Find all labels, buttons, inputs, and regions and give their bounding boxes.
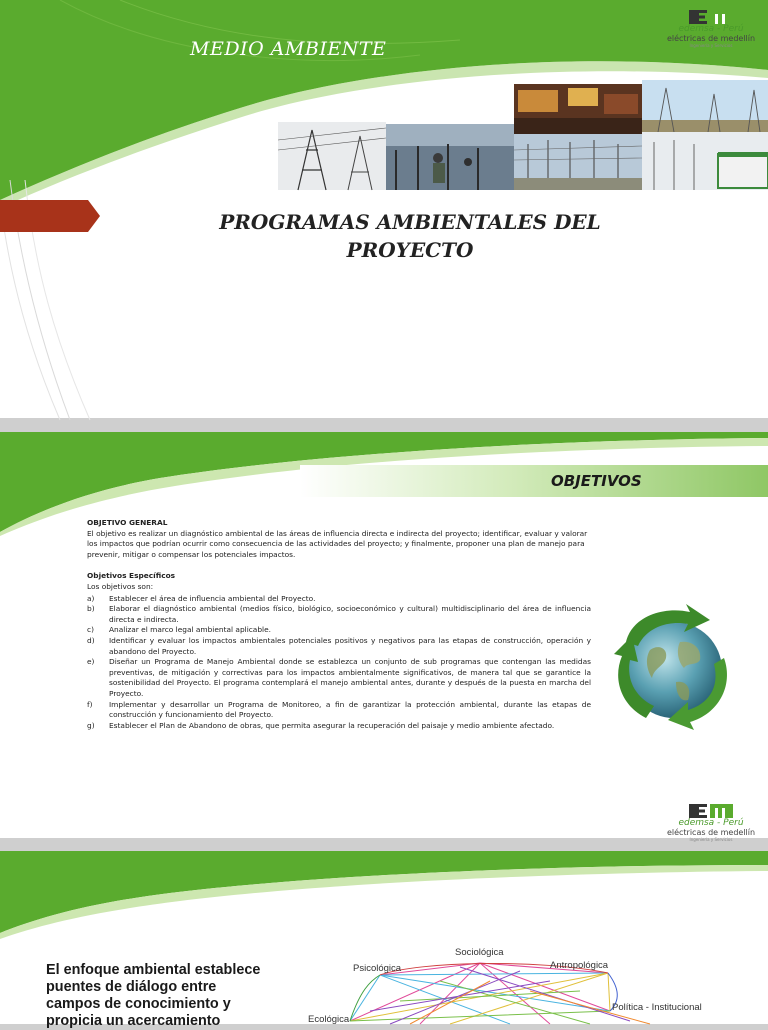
objetivos-body [87, 518, 591, 731]
transmission-tower-photo [278, 122, 386, 190]
enfoque-text: El enfoque ambiental establece puentes de diálogo entre campos de conocimiento y propicia un acercamiento [46, 962, 261, 1029]
knowledge-network-diagram [290, 941, 730, 1024]
logo-subname: eléctricas de medellín [666, 34, 756, 43]
logo-name: edemsa - Perú [678, 24, 744, 34]
specific-heading: Objetivos Específicos [87, 571, 176, 581]
recycling-globe-icon [606, 602, 742, 732]
logo-mark-icon [689, 10, 733, 24]
company-logo [664, 804, 758, 842]
slide-objetivos [0, 432, 768, 842]
list-item: c) Analizar el marco legal ambiental aplicable. [87, 625, 271, 635]
general-text: El objetivo es realizar un diagnóstico ambiental de las áreas de influencia directa e indirecta del proyecto; identificar, evaluar y valorar los impactos que podrían ocurrir como consecuencia de las actividades del proyecto; y finalmente, proponer una plan de manejo para prevenir, mitigar o compensar los potenciales impactos. [87, 528, 588, 559]
objetivos-title: OBJETIVOS [551, 472, 642, 490]
power-infrastructure-photo-collage [278, 80, 768, 190]
node-sociologica: Sociológica [455, 947, 504, 958]
list-item: d) Identificar y evaluar los impactos ambientales potenciales positivos y negativos para las etapas de construcción, operación y abandono del Proyecto. [87, 635, 591, 656]
logo-tagline: Ingeniería y Servicios [689, 43, 733, 48]
company-logo [664, 10, 758, 48]
objectives-list [87, 594, 591, 732]
node-politica-institucional: Política - Institucional [612, 1002, 702, 1013]
logo-mark-icon [689, 804, 733, 818]
green-swoosh-banner [0, 851, 768, 941]
specific-intro: Los objetivos son: [87, 581, 154, 591]
red-arrow-icon [0, 200, 102, 234]
workers-photo [386, 124, 514, 190]
node-ecologica: Ecológica [308, 1014, 350, 1025]
landscape-towers-photo [642, 80, 768, 132]
slide-medio-ambiente [0, 0, 768, 418]
slide-heading: PROGRAMAS AMBIENTALES DEL PROYECTO [219, 210, 601, 262]
logo-tagline: Ingeniería y Servicios [689, 837, 733, 842]
logo-name: edemsa - Perú [678, 818, 744, 828]
general-heading: OBJETIVO GENERAL [87, 518, 168, 527]
section-title: MEDIO AMBIENTE [190, 38, 387, 60]
list-item: g) Establecer el Plan de Abandono de obras, que permita asegurar la recuperación del paisaje y medio ambiente afectado. [87, 720, 555, 730]
list-item: f) Implementar y desarrollar un Programa de Monitoreo, a fin de garantizar la protección ambiental, durante las etapas de construcción y funcionamiento del Proyecto. [87, 699, 591, 720]
substation-building-photo [642, 132, 768, 190]
objetivos-banner [300, 465, 768, 497]
list-item: a) Establecer el área de influencia ambiental del Proyecto. [87, 593, 316, 603]
substation-photo [514, 134, 642, 190]
node-psicologica: Psicológica [353, 963, 402, 974]
slide-enfoque-ambiental [0, 851, 768, 1029]
control-room-photo [514, 84, 642, 134]
list-item: b) Elaborar el diagnóstico ambiental (medios físico, biológico, socioeconómico y cultural) multidisciplinario del área de influencia directa e indirecta. [87, 604, 591, 624]
logo-subname: eléctricas de medellín [666, 828, 756, 837]
node-antropologica: Antropológica [550, 960, 609, 971]
list-item: e) Diseñar un Programa de Manejo Ambiental donde se establezca un conjunto de sub programas que contengan las medidas preventivas, de mitigación y correctivas para los impactos ambientalmente significativos, de manera tal que se garantice la sostenibilidad del Proyecto. El programa contemplará el manejo ambiental antes, durante y después de la puesta en marcha del Proyecto. [87, 657, 591, 698]
